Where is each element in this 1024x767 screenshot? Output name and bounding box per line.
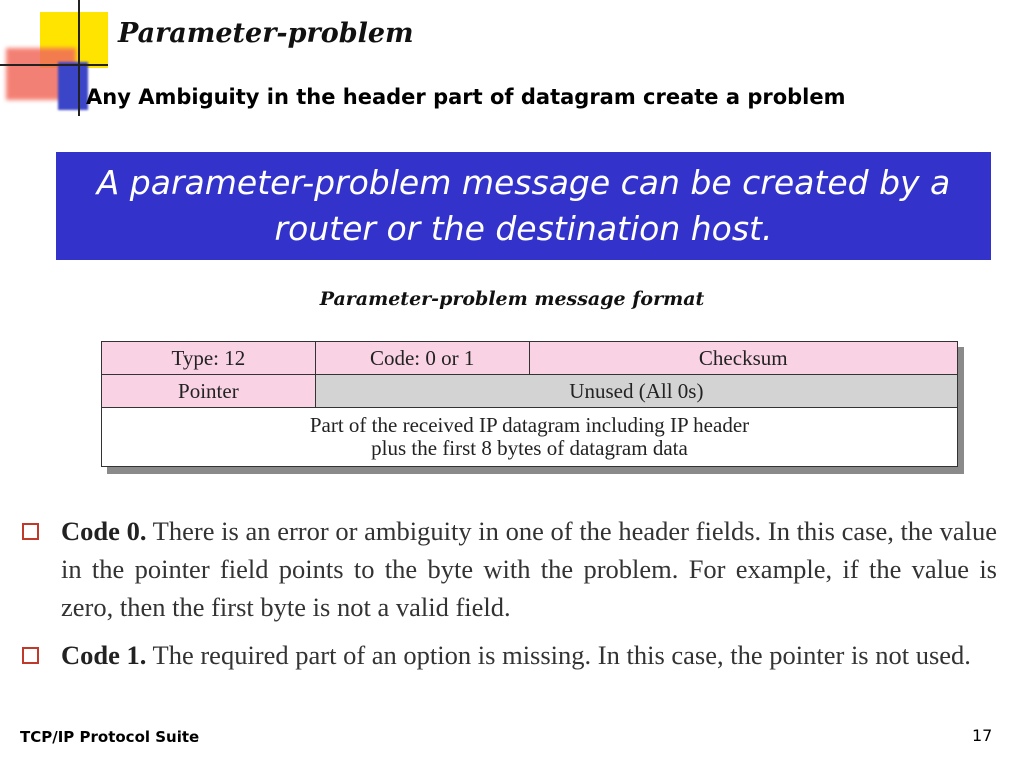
slide-subtitle: Any Ambiguity in the header part of datagram create a problem (86, 85, 846, 109)
format-row-header (102, 342, 958, 375)
bullet-description: There is an error or ambiguity in one of the header fields. In this case, the value in the pointer field points to the byte with the problem. For example, if the value is zero, then the first byte is not a valid field. (61, 516, 997, 622)
bullet-text (61, 636, 997, 674)
code-field: Code: 0 or 1 (315, 342, 529, 375)
type-field: Type: 12 (102, 342, 316, 375)
unused-field: Unused (All 0s) (315, 375, 957, 408)
bullet-term: Code 0. (61, 516, 147, 546)
datagram-data-line-2: plus the first 8 bytes of datagram data (371, 436, 688, 460)
bullet-item-code-0 (22, 512, 997, 626)
figure-caption: Parameter-problem message format (319, 288, 705, 310)
decorative-blue-square (58, 62, 88, 110)
format-row-pointer (102, 375, 958, 408)
bullet-term: Code 1. (61, 640, 147, 670)
bullet-description: The required part of an option is missing. In this case, the pointer is not used. (146, 640, 971, 670)
bullet-list (22, 512, 997, 684)
checkbox-bullet-icon (22, 647, 39, 664)
definition-banner: A parameter-problem message can be created by a router or the destination host. (56, 152, 991, 260)
decorative-vertical-line (78, 0, 80, 116)
bullet-item-code-1 (22, 636, 997, 674)
page-number: 17 (972, 726, 993, 745)
decorative-horizontal-line (0, 64, 108, 66)
checksum-field: Checksum (529, 342, 957, 375)
datagram-data-field (102, 408, 958, 467)
datagram-data-line-1: Part of the received IP datagram including IP header (309, 413, 750, 437)
format-row-data (102, 408, 958, 467)
footer-text: TCP/IP Protocol Suite (20, 728, 200, 746)
pointer-field: Pointer (102, 375, 316, 408)
bullet-text (61, 512, 997, 626)
slide-title: Parameter-problem (118, 18, 414, 49)
message-format-table (101, 341, 958, 467)
checkbox-bullet-icon (22, 523, 39, 540)
